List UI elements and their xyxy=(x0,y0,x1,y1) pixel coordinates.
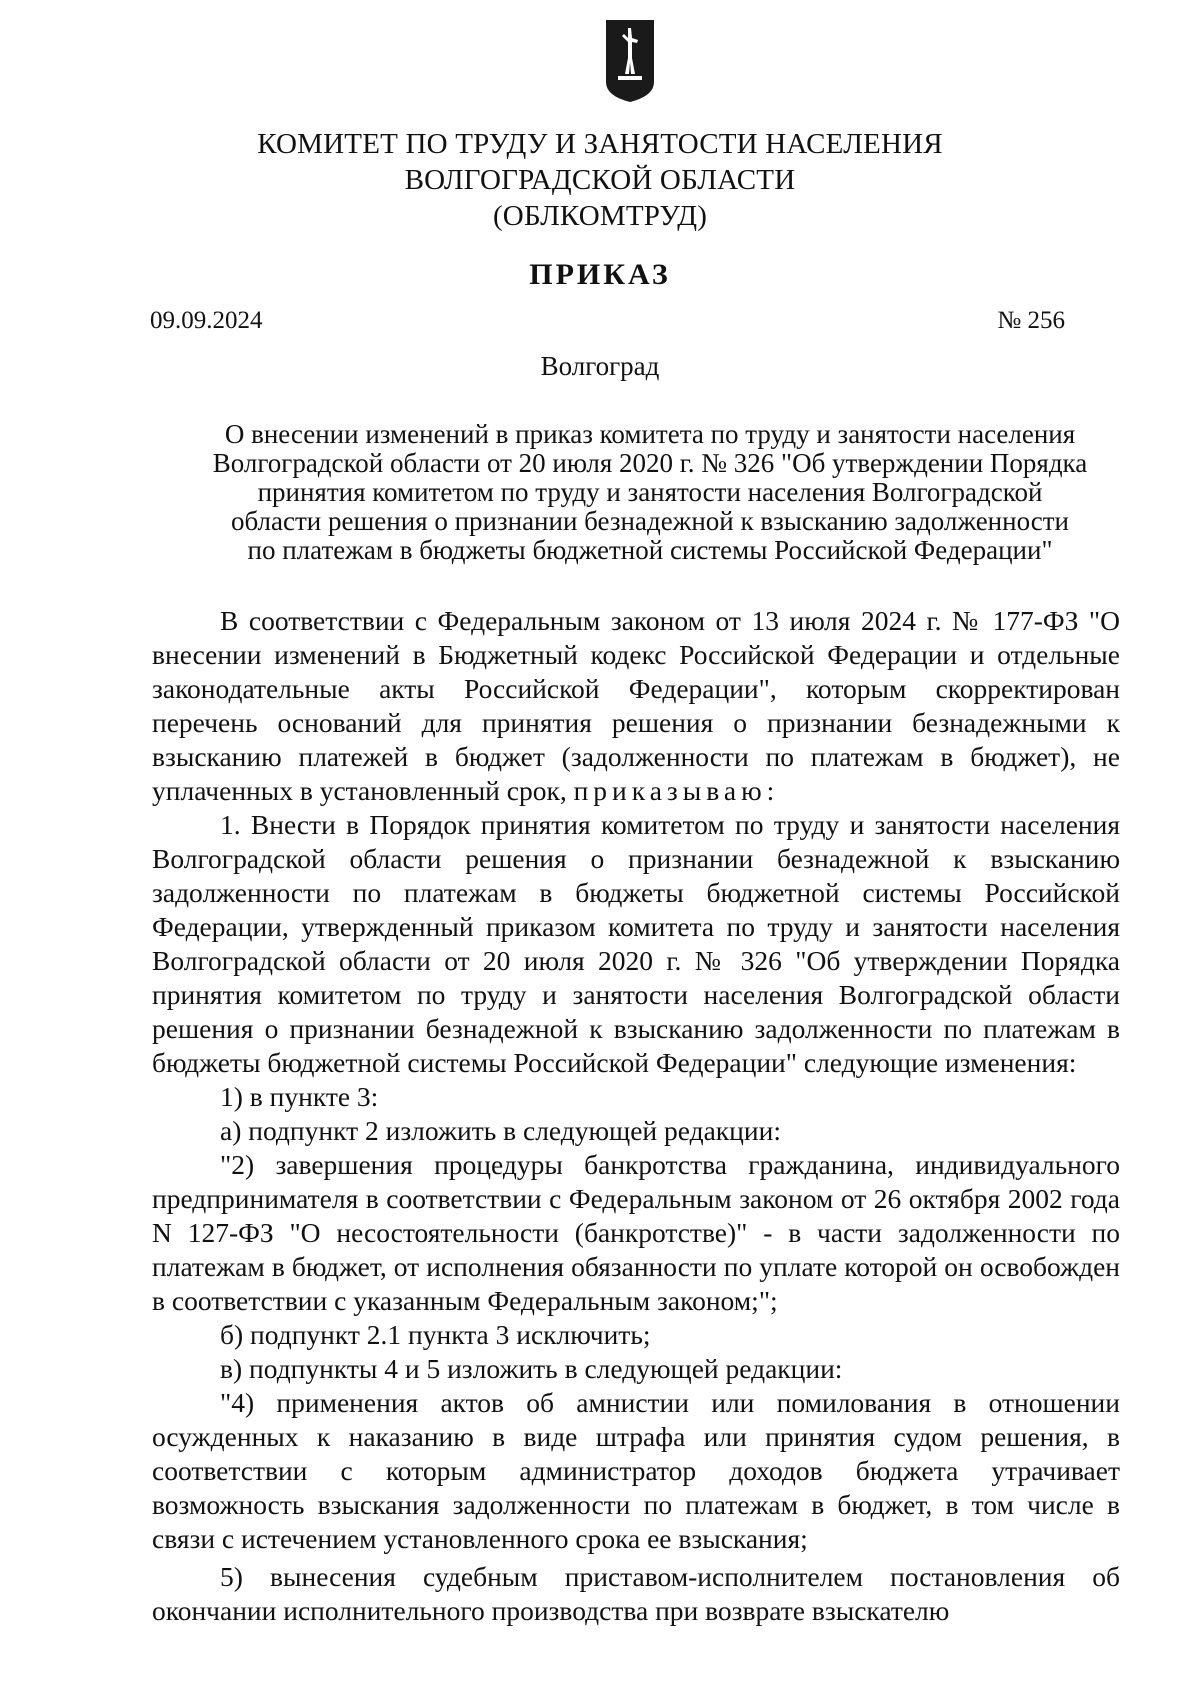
subject-line: области решения о признании безнадежной к взысканию задолженности xyxy=(230,506,1069,536)
subclause-b: б) подпункт 2.1 пункта 3 исключить; xyxy=(220,1319,651,1350)
preamble-text: В соответствии с Федеральным законом от 13 июля 2024 г. № 177-ФЗ "О внесении изменений в Бюджетный кодекс Российской Федерации и отдельные законодательные акты Российской Федерации", которым скорректирован перечень оснований для принятия решения о признании безнадежными к взысканию платежей в бюджет (задолженности по платежам в бюджет), не уплаченных в установленный срок, xyxy=(152,605,1120,806)
subclause-v: в) подпункты 4 и 5 изложить в следующей редакции: xyxy=(220,1353,843,1384)
organization-abbreviation: (ОБЛКОМТРУД) xyxy=(492,200,708,232)
document-subject xyxy=(175,420,1125,565)
subclause-a-text: "2) завершения процедуры банкротства гражданина, индивидуального предпринимателя в соответствии с Федеральным законом от 26 октября 2002 года N 127-ФЗ "О несостоятельности (банкротстве)" - в части задолженности по платежам в бюджет, от исполнения обязанности по уплате которой он освобожден в соответствии с указанным Федеральным законом;"; xyxy=(152,1149,1120,1316)
clause-1: 1. Внести в Порядок принятия комитетом по труду и занятости населения Волгоградской области решения о признании безнадежной к взысканию задолженности по платежам в бюджеты бюджетной системы Российской Федерации, утвержденный приказом комитета по труду и занятости населения Волгоградской области от 20 июля 2020 г. № 326 "Об утверждении Порядка принятия комитетом по труду и занятости населения Волгоградской области решения о признании безнадежной к взысканию задолженности по платежам в бюджеты бюджетной системы Российской Федерации" следующие изменения: xyxy=(152,809,1120,1078)
preamble-paragraph xyxy=(152,604,1120,808)
coat-of-arms-icon xyxy=(604,18,656,104)
document-number: № 256 xyxy=(997,307,1065,334)
document-body xyxy=(152,604,1120,1628)
organization-name-line-1: КОМИТЕТ ПО ТРУДУ И ЗАНЯТОСТИ НАСЕЛЕНИЯ xyxy=(257,128,943,160)
subclause-a: а) подпункт 2 изложить в следующей редакции: xyxy=(220,1115,781,1146)
order-word: приказываю: xyxy=(573,775,780,806)
subject-line: О внесении изменений в приказ комитета по труду и занятости населения xyxy=(224,419,1076,449)
document-type: ПРИКАЗ xyxy=(529,258,671,291)
organization-name-line-2: ВОЛГОГРАДСКОЙ ОБЛАСТИ xyxy=(404,164,796,196)
document-date: 09.09.2024 xyxy=(150,307,263,334)
subclause-v-item-4: "4) применения актов об амнистии или помилования в отношении осужденных к наказанию в виде штрафа или принятия судом решения, в соответствии с которым администратор доходов бюджета утрачивает возможность взыскания задолженности по платежам в бюджет, в том числе в связи с истечением установленного срока ее взыскания; xyxy=(152,1387,1120,1554)
subject-line: принятия комитетом по труду и занятости населения Волгоградской xyxy=(257,477,1043,507)
subclause-v-item-5: 5) вынесения судебным приставом-исполнителем постановления об окончании исполнительного производства при возврате взыскателю xyxy=(152,1561,1120,1626)
subject-line: Волгоградской области от 20 июля 2020 г. № 326 "Об утверждении Порядка xyxy=(212,448,1088,478)
document-city: Волгоград xyxy=(540,351,660,381)
subclause-1: 1) в пункте 3: xyxy=(220,1081,379,1112)
subject-line: по платежам в бюджеты бюджетной системы Российской Федерации" xyxy=(247,535,1053,565)
